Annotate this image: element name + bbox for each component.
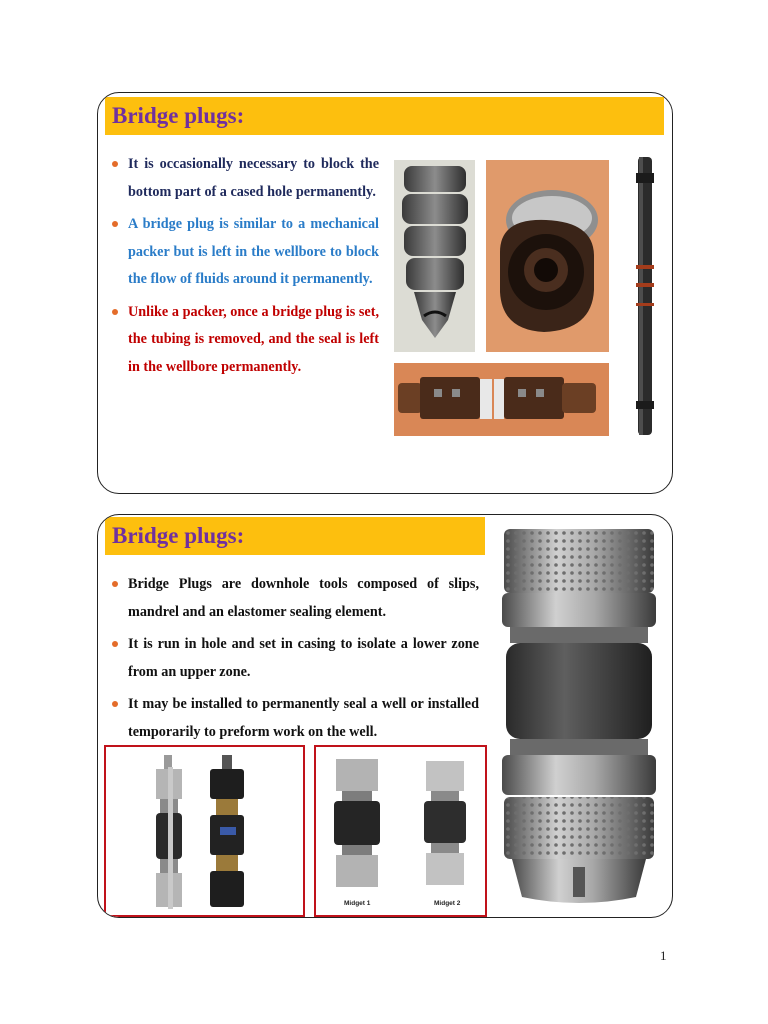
slide-2: [97, 514, 673, 918]
slide-1-bullet-list: [105, 151, 379, 386]
slide-1-title: Bridge plugs:: [112, 103, 245, 128]
midget-plugs-frame: [314, 745, 487, 917]
sealing-element-photo: [486, 160, 609, 352]
slide-1-title-bar: [105, 97, 664, 135]
slide-2-title: Bridge plugs:: [112, 523, 245, 548]
caption-midget-1: Midget 1: [344, 900, 371, 907]
slide-2-bullet-1: Bridge Plugs are downhole tools composed of slips, mandrel and an elastomer sealing element.: [105, 571, 479, 626]
slide-2-title-bar: [105, 517, 485, 555]
bridge-plug-renderings-frame: [104, 745, 305, 917]
bridge-plug-component-photo: [394, 160, 475, 352]
page-number: 1: [660, 948, 667, 963]
slide-2-bullet-3: It may be installed to permanently seal a well or installed temporarily to preform work on the well.: [105, 691, 479, 746]
large-bridge-plug-rendering: [496, 521, 668, 913]
slide-1: [97, 92, 673, 494]
slide-1-bullet-3: Unlike a packer, once a bridge plug is set, the tubing is removed, and the seal is left in the wellbore permanently.: [105, 299, 379, 382]
bridge-plug-assembly-photo: [394, 363, 609, 436]
slide-1-bullet-2: A bridge plug is similar to a mechanical packer but is left in the wellbore to block the flow of fluids around it permanently.: [105, 211, 379, 294]
slide-2-bullet-2: It is run in hole and set in casing to isolate a lower zone from an upper zone.: [105, 631, 479, 686]
long-bridge-plug-photo: [628, 155, 662, 437]
caption-midget-2: Midget 2: [434, 900, 461, 907]
slide-1-bullet-1: It is occasionally necessary to block the bottom part of a cased hole permanently.: [105, 151, 379, 206]
slide-2-bullet-list: [105, 571, 479, 751]
